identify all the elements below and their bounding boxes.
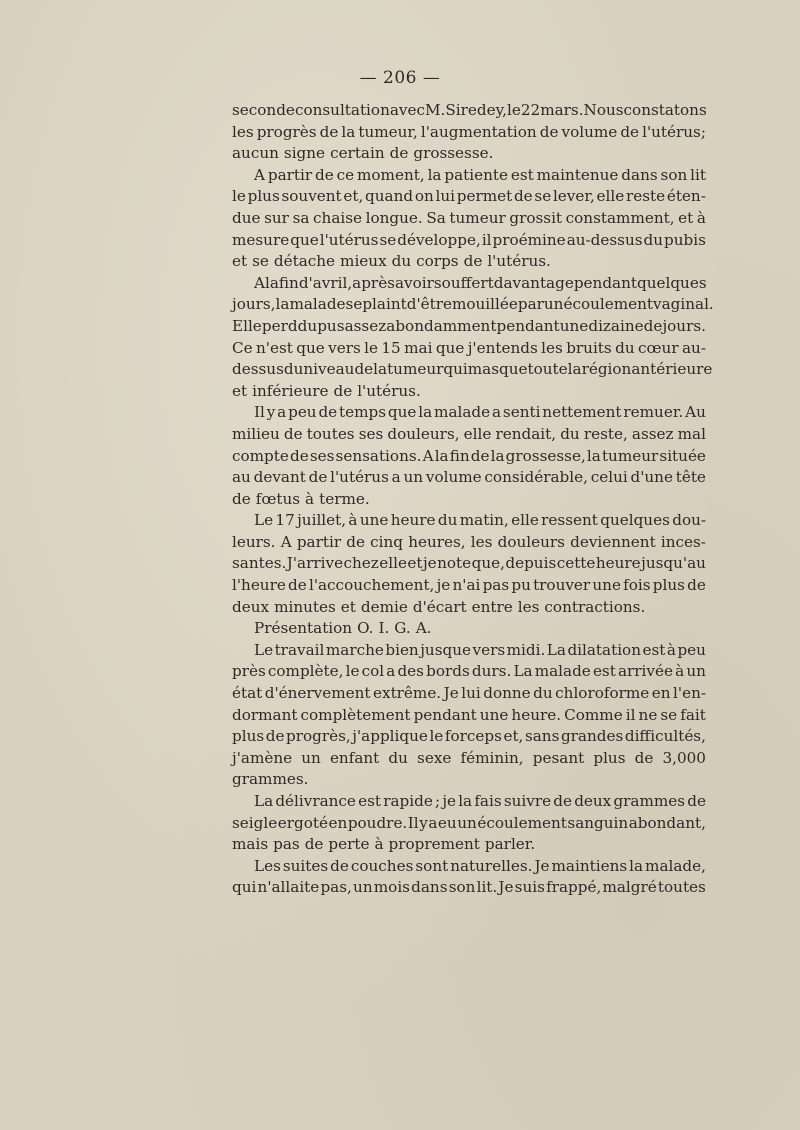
text-line: de fœtus à terme.	[232, 489, 370, 508]
text-line: La délivrance est rapide ; je la fais suivre de deux grammes de	[254, 792, 706, 810]
text-line: Le travail marche bien jusque vers midi. La dilatation est à peu	[254, 640, 706, 659]
text-line: dessus du niveau de la tumeur qui masque toute la région antérieure	[232, 360, 713, 379]
paragraph-p2	[232, 165, 706, 273]
text-line: état d'énervement extrême. Je lui donne du chloroforme en l'en-	[232, 684, 706, 703]
paragraph-p6	[232, 618, 706, 640]
text-line: Le 17 juillet, à une heure du matin, elle ressent quelques dou-	[254, 511, 706, 530]
page-number: — 206 —	[359, 68, 441, 88]
text-line: Elle perd du pus assez abondamment pendant une dizaine de jours.	[232, 316, 706, 335]
text-line: aucun signe certain de grossesse.	[232, 144, 494, 163]
text-line: au devant de l'utérus a un volume considérable, celui d'une tête	[232, 468, 706, 487]
text-line: qui n'allaite pas, un mois dans son lit. Je suis frappé, malgré toutes	[232, 878, 706, 897]
text-line: Les suites de couches sont naturelles. Je maintiens la malade,	[254, 856, 706, 875]
text-line: mais pas de perte à proprement parler.	[232, 835, 536, 854]
paragraph-p1	[232, 100, 706, 165]
text-line: les progrès de la tumeur, l'augmentation de volume de l'utérus;	[232, 122, 706, 141]
text-line: mesure que l'utérus se développe, il proémine au-dessus du pubis	[232, 230, 706, 249]
text-line: Présentation O. I. G. A.	[254, 619, 432, 638]
body-text	[232, 100, 714, 899]
paragraph-p5	[232, 510, 706, 618]
text-line: et inférieure de l'utérus.	[232, 381, 421, 400]
text-line: compte de ses sensations. A la fin de la grossesse, la tumeur située	[232, 446, 706, 465]
paragraph-p8	[232, 791, 706, 856]
paragraph-p3	[232, 273, 714, 403]
text-line: et se détache mieux du corps de l'utérus.	[232, 252, 551, 271]
text-line: seigle ergoté en poudre. Il y a eu un écoulement sanguin abondant,	[232, 813, 706, 832]
text-line: le plus souvent et, quand on lui permet de se lever, elle reste éten-	[232, 187, 706, 206]
text-line: A la fin d'avril, après avoir souffert davantage pendant quelques	[254, 273, 707, 292]
text-line: j'amène un enfant du sexe féminin, pesant plus de 3,000	[232, 748, 706, 767]
text-line: A partir de ce moment, la patiente est maintenue dans son lit	[254, 165, 706, 184]
text-line: dormant complètement pendant une heure. Comme il ne se fait	[232, 705, 706, 724]
text-line: due sur sa chaise longue. Sa tumeur grossit constamment, et à	[232, 208, 706, 227]
paragraph-p9	[232, 856, 706, 899]
paragraph-p7	[232, 640, 706, 791]
text-line: milieu de toutes ses douleurs, elle rendait, du reste, assez mal	[232, 424, 706, 443]
text-line: grammes.	[232, 770, 309, 789]
text-line: Ce n'est que vers le 15 mai que j'entends les bruits du cœur au-	[232, 338, 706, 357]
text-line: jours, la malade se plaint d'être mouillée par un écoulement vaginal.	[232, 295, 714, 314]
text-line: seconde consultation avec M. Siredey, le 22 mars. Nous constatons	[232, 101, 707, 119]
text-line: leurs. A partir de cinq heures, les douleurs deviennent inces-	[232, 532, 706, 551]
text-line: près complète, le col a des bords durs. La malade est arrivée à un	[232, 662, 706, 681]
text-line: santes. J'arrive chez elle et je note que, depuis cette heure jusqu'au	[232, 554, 706, 573]
text-line: deux minutes et demie d'écart entre les contractions.	[232, 597, 646, 616]
text-line: l'heure de l'accouchement, je n'ai pas pu trouver une fois plus de	[232, 576, 706, 595]
paragraph-p4	[232, 402, 706, 510]
text-line: Il y a peu de temps que la malade a senti nettement remuer. Au	[254, 403, 706, 422]
text-line: plus de progrès, j'applique le forceps et, sans grandes difficultés,	[232, 727, 706, 746]
